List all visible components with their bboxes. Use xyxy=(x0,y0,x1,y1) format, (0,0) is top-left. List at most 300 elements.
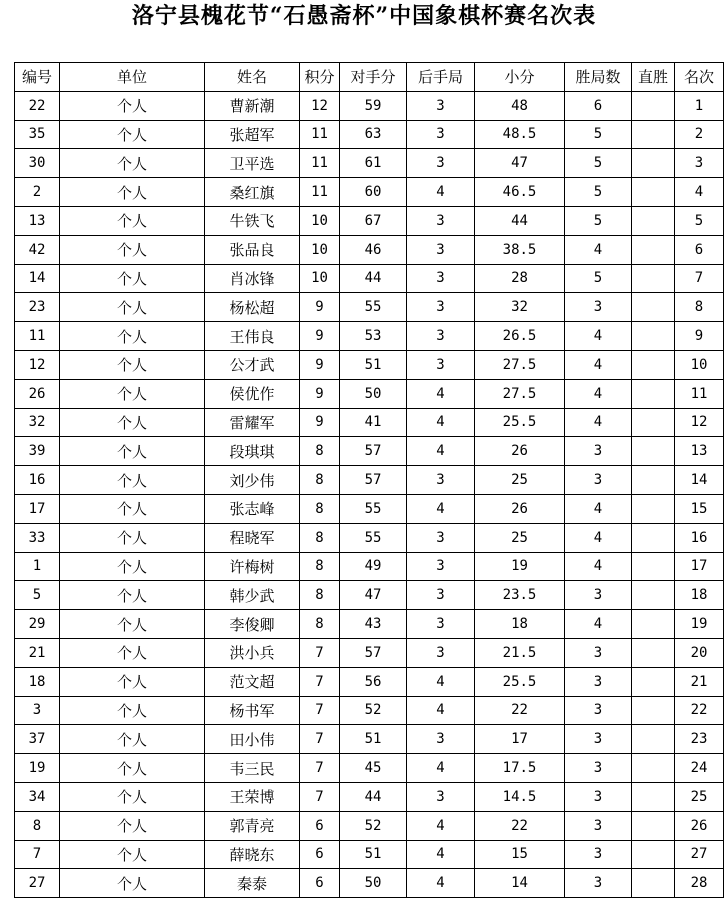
cell-direct-win xyxy=(632,466,675,495)
table-row xyxy=(15,408,724,437)
cell-direct-win xyxy=(632,322,675,351)
cell-rank: 21 xyxy=(675,667,724,696)
cell-id: 27 xyxy=(15,869,60,898)
cell-points: 7 xyxy=(300,754,340,783)
cell-points: 10 xyxy=(300,206,340,235)
cell-id: 2 xyxy=(15,178,60,207)
cell-rank: 6 xyxy=(675,235,724,264)
cell-opponent-score: 44 xyxy=(340,782,407,811)
cell-black-games: 3 xyxy=(407,206,475,235)
cell-opponent-score: 51 xyxy=(340,840,407,869)
table-row xyxy=(15,523,724,552)
cell-unit: 个人 xyxy=(60,696,205,725)
table-row xyxy=(15,581,724,610)
cell-name: 韩少武 xyxy=(205,581,300,610)
cell-black-games: 3 xyxy=(407,235,475,264)
table-row xyxy=(15,149,724,178)
table-row xyxy=(15,120,724,149)
cell-name: 韦三民 xyxy=(205,754,300,783)
cell-points: 9 xyxy=(300,350,340,379)
cell-name: 王伟良 xyxy=(205,322,300,351)
table-row xyxy=(15,696,724,725)
cell-opponent-score: 55 xyxy=(340,494,407,523)
cell-rank: 28 xyxy=(675,869,724,898)
cell-opponent-score: 56 xyxy=(340,667,407,696)
column-header-opponent-score: 对手分 xyxy=(340,63,407,92)
cell-points: 11 xyxy=(300,149,340,178)
table-row xyxy=(15,494,724,523)
cell-black-games: 3 xyxy=(407,91,475,120)
cell-wins: 4 xyxy=(565,523,632,552)
cell-id: 29 xyxy=(15,610,60,639)
table-row xyxy=(15,667,724,696)
cell-id: 32 xyxy=(15,408,60,437)
page-title: 洛宁县槐花节“石愚斋杯”中国象棋杯赛名次表 xyxy=(131,3,597,29)
cell-id: 16 xyxy=(15,466,60,495)
cell-opponent-score: 52 xyxy=(340,696,407,725)
table-row xyxy=(15,754,724,783)
cell-black-games: 3 xyxy=(407,120,475,149)
cell-tiebreak: 25 xyxy=(475,466,565,495)
cell-unit: 个人 xyxy=(60,350,205,379)
cell-opponent-score: 57 xyxy=(340,437,407,466)
cell-tiebreak: 22 xyxy=(475,811,565,840)
cell-id: 26 xyxy=(15,379,60,408)
cell-direct-win xyxy=(632,350,675,379)
column-header-id: 编号 xyxy=(15,63,60,92)
table-header xyxy=(15,63,724,92)
cell-rank: 23 xyxy=(675,725,724,754)
cell-opponent-score: 53 xyxy=(340,322,407,351)
cell-id: 42 xyxy=(15,235,60,264)
table-row xyxy=(15,206,724,235)
column-header-tiebreak: 小分 xyxy=(475,63,565,92)
cell-tiebreak: 14.5 xyxy=(475,782,565,811)
cell-unit: 个人 xyxy=(60,581,205,610)
cell-unit: 个人 xyxy=(60,408,205,437)
cell-opponent-score: 47 xyxy=(340,581,407,610)
cell-direct-win xyxy=(632,552,675,581)
cell-name: 段琪琪 xyxy=(205,437,300,466)
cell-wins: 5 xyxy=(565,264,632,293)
cell-direct-win xyxy=(632,725,675,754)
cell-unit: 个人 xyxy=(60,91,205,120)
cell-black-games: 4 xyxy=(407,811,475,840)
cell-rank: 2 xyxy=(675,120,724,149)
cell-id: 23 xyxy=(15,293,60,322)
cell-direct-win xyxy=(632,91,675,120)
cell-opponent-score: 41 xyxy=(340,408,407,437)
cell-unit: 个人 xyxy=(60,293,205,322)
cell-tiebreak: 27.5 xyxy=(475,350,565,379)
cell-points: 6 xyxy=(300,840,340,869)
cell-unit: 个人 xyxy=(60,178,205,207)
table-row xyxy=(15,350,724,379)
cell-rank: 10 xyxy=(675,350,724,379)
table-row xyxy=(15,869,724,898)
cell-rank: 9 xyxy=(675,322,724,351)
cell-wins: 3 xyxy=(565,782,632,811)
cell-rank: 14 xyxy=(675,466,724,495)
cell-direct-win xyxy=(632,149,675,178)
column-header-direct-win: 直胜 xyxy=(632,63,675,92)
cell-tiebreak: 25.5 xyxy=(475,408,565,437)
cell-id: 19 xyxy=(15,754,60,783)
cell-tiebreak: 48 xyxy=(475,91,565,120)
column-header-wins: 胜局数 xyxy=(565,63,632,92)
table-row xyxy=(15,235,724,264)
cell-wins: 3 xyxy=(565,811,632,840)
cell-direct-win xyxy=(632,523,675,552)
cell-points: 10 xyxy=(300,235,340,264)
cell-opponent-score: 57 xyxy=(340,466,407,495)
cell-rank: 8 xyxy=(675,293,724,322)
cell-black-games: 4 xyxy=(407,494,475,523)
cell-wins: 6 xyxy=(565,91,632,120)
cell-rank: 27 xyxy=(675,840,724,869)
cell-black-games: 3 xyxy=(407,523,475,552)
cell-wins: 5 xyxy=(565,178,632,207)
cell-wins: 5 xyxy=(565,120,632,149)
cell-wins: 3 xyxy=(565,638,632,667)
cell-points: 7 xyxy=(300,725,340,754)
cell-name: 许梅树 xyxy=(205,552,300,581)
cell-points: 8 xyxy=(300,494,340,523)
cell-rank: 25 xyxy=(675,782,724,811)
cell-points: 8 xyxy=(300,466,340,495)
cell-name: 王荣博 xyxy=(205,782,300,811)
cell-wins: 4 xyxy=(565,552,632,581)
cell-wins: 3 xyxy=(565,667,632,696)
cell-opponent-score: 51 xyxy=(340,725,407,754)
cell-opponent-score: 63 xyxy=(340,120,407,149)
cell-name: 刘少伟 xyxy=(205,466,300,495)
cell-wins: 4 xyxy=(565,350,632,379)
cell-opponent-score: 46 xyxy=(340,235,407,264)
cell-name: 雷耀军 xyxy=(205,408,300,437)
cell-points: 9 xyxy=(300,408,340,437)
cell-id: 39 xyxy=(15,437,60,466)
cell-id: 22 xyxy=(15,91,60,120)
cell-black-games: 3 xyxy=(407,581,475,610)
cell-rank: 11 xyxy=(675,379,724,408)
cell-black-games: 3 xyxy=(407,293,475,322)
cell-opponent-score: 50 xyxy=(340,379,407,408)
column-header-unit: 单位 xyxy=(60,63,205,92)
cell-name: 肖冰锋 xyxy=(205,264,300,293)
cell-wins: 3 xyxy=(565,840,632,869)
cell-wins: 4 xyxy=(565,322,632,351)
cell-id: 17 xyxy=(15,494,60,523)
cell-name: 牛铁飞 xyxy=(205,206,300,235)
cell-direct-win xyxy=(632,840,675,869)
cell-unit: 个人 xyxy=(60,667,205,696)
cell-tiebreak: 25 xyxy=(475,523,565,552)
cell-name: 公才武 xyxy=(205,350,300,379)
cell-opponent-score: 67 xyxy=(340,206,407,235)
cell-opponent-score: 59 xyxy=(340,91,407,120)
cell-points: 9 xyxy=(300,379,340,408)
cell-name: 杨书军 xyxy=(205,696,300,725)
column-header-name: 姓名 xyxy=(205,63,300,92)
cell-rank: 15 xyxy=(675,494,724,523)
cell-points: 8 xyxy=(300,523,340,552)
cell-black-games: 3 xyxy=(407,264,475,293)
cell-tiebreak: 25.5 xyxy=(475,667,565,696)
cell-unit: 个人 xyxy=(60,638,205,667)
standings-table xyxy=(14,62,724,898)
cell-tiebreak: 28 xyxy=(475,264,565,293)
cell-opponent-score: 55 xyxy=(340,523,407,552)
cell-tiebreak: 23.5 xyxy=(475,581,565,610)
cell-name: 桑红旗 xyxy=(205,178,300,207)
table-row xyxy=(15,610,724,639)
cell-id: 12 xyxy=(15,350,60,379)
cell-black-games: 3 xyxy=(407,725,475,754)
cell-name: 卫平选 xyxy=(205,149,300,178)
cell-tiebreak: 19 xyxy=(475,552,565,581)
cell-unit: 个人 xyxy=(60,466,205,495)
cell-name: 张品良 xyxy=(205,235,300,264)
cell-unit: 个人 xyxy=(60,322,205,351)
cell-tiebreak: 26.5 xyxy=(475,322,565,351)
cell-tiebreak: 44 xyxy=(475,206,565,235)
cell-wins: 3 xyxy=(565,293,632,322)
table-row xyxy=(15,725,724,754)
cell-wins: 5 xyxy=(565,149,632,178)
cell-tiebreak: 17 xyxy=(475,725,565,754)
cell-rank: 5 xyxy=(675,206,724,235)
cell-black-games: 4 xyxy=(407,178,475,207)
cell-name: 范文超 xyxy=(205,667,300,696)
cell-opponent-score: 45 xyxy=(340,754,407,783)
cell-opponent-score: 51 xyxy=(340,350,407,379)
cell-opponent-score: 57 xyxy=(340,638,407,667)
table-row xyxy=(15,322,724,351)
cell-wins: 4 xyxy=(565,610,632,639)
table-row xyxy=(15,811,724,840)
cell-points: 6 xyxy=(300,811,340,840)
cell-points: 9 xyxy=(300,293,340,322)
cell-name: 薛晓东 xyxy=(205,840,300,869)
cell-rank: 16 xyxy=(675,523,724,552)
cell-direct-win xyxy=(632,408,675,437)
cell-opponent-score: 50 xyxy=(340,869,407,898)
cell-tiebreak: 26 xyxy=(475,437,565,466)
cell-points: 6 xyxy=(300,869,340,898)
cell-black-games: 4 xyxy=(407,408,475,437)
cell-wins: 5 xyxy=(565,206,632,235)
cell-opponent-score: 55 xyxy=(340,293,407,322)
cell-rank: 17 xyxy=(675,552,724,581)
cell-name: 田小伟 xyxy=(205,725,300,754)
cell-wins: 4 xyxy=(565,494,632,523)
cell-rank: 26 xyxy=(675,811,724,840)
cell-id: 30 xyxy=(15,149,60,178)
cell-name: 郭青亮 xyxy=(205,811,300,840)
cell-tiebreak: 38.5 xyxy=(475,235,565,264)
cell-wins: 4 xyxy=(565,408,632,437)
cell-black-games: 3 xyxy=(407,149,475,178)
cell-wins: 3 xyxy=(565,725,632,754)
table-body xyxy=(15,91,724,897)
cell-direct-win xyxy=(632,178,675,207)
cell-unit: 个人 xyxy=(60,754,205,783)
cell-points: 12 xyxy=(300,91,340,120)
cell-id: 7 xyxy=(15,840,60,869)
cell-direct-win xyxy=(632,667,675,696)
cell-direct-win xyxy=(632,869,675,898)
cell-tiebreak: 18 xyxy=(475,610,565,639)
cell-id: 13 xyxy=(15,206,60,235)
cell-points: 7 xyxy=(300,667,340,696)
cell-tiebreak: 15 xyxy=(475,840,565,869)
cell-rank: 7 xyxy=(675,264,724,293)
cell-name: 曹新潮 xyxy=(205,91,300,120)
cell-unit: 个人 xyxy=(60,437,205,466)
cell-rank: 12 xyxy=(675,408,724,437)
cell-id: 33 xyxy=(15,523,60,552)
cell-black-games: 3 xyxy=(407,610,475,639)
cell-opponent-score: 44 xyxy=(340,264,407,293)
cell-id: 37 xyxy=(15,725,60,754)
cell-rank: 18 xyxy=(675,581,724,610)
table-row xyxy=(15,840,724,869)
cell-black-games: 3 xyxy=(407,552,475,581)
cell-tiebreak: 14 xyxy=(475,869,565,898)
cell-unit: 个人 xyxy=(60,235,205,264)
cell-tiebreak: 26 xyxy=(475,494,565,523)
cell-unit: 个人 xyxy=(60,869,205,898)
table-row xyxy=(15,293,724,322)
cell-tiebreak: 17.5 xyxy=(475,754,565,783)
cell-tiebreak: 27.5 xyxy=(475,379,565,408)
cell-direct-win xyxy=(632,494,675,523)
cell-points: 10 xyxy=(300,264,340,293)
cell-black-games: 4 xyxy=(407,696,475,725)
cell-id: 3 xyxy=(15,696,60,725)
cell-id: 8 xyxy=(15,811,60,840)
cell-name: 张志峰 xyxy=(205,494,300,523)
cell-unit: 个人 xyxy=(60,264,205,293)
cell-points: 8 xyxy=(300,437,340,466)
cell-points: 11 xyxy=(300,178,340,207)
cell-wins: 3 xyxy=(565,437,632,466)
cell-name: 侯优作 xyxy=(205,379,300,408)
header-row xyxy=(15,63,724,92)
column-header-black-games: 后手局 xyxy=(407,63,475,92)
cell-black-games: 3 xyxy=(407,322,475,351)
cell-black-games: 4 xyxy=(407,869,475,898)
cell-tiebreak: 21.5 xyxy=(475,638,565,667)
cell-points: 7 xyxy=(300,638,340,667)
cell-black-games: 4 xyxy=(407,840,475,869)
cell-unit: 个人 xyxy=(60,782,205,811)
cell-unit: 个人 xyxy=(60,494,205,523)
cell-black-games: 4 xyxy=(407,667,475,696)
cell-unit: 个人 xyxy=(60,149,205,178)
cell-direct-win xyxy=(632,206,675,235)
cell-rank: 1 xyxy=(675,91,724,120)
cell-direct-win xyxy=(632,811,675,840)
cell-direct-win xyxy=(632,264,675,293)
cell-wins: 4 xyxy=(565,379,632,408)
cell-points: 9 xyxy=(300,322,340,351)
cell-direct-win xyxy=(632,379,675,408)
cell-name: 杨松超 xyxy=(205,293,300,322)
cell-opponent-score: 60 xyxy=(340,178,407,207)
table-row xyxy=(15,264,724,293)
column-header-rank: 名次 xyxy=(675,63,724,92)
cell-direct-win xyxy=(632,437,675,466)
table-row xyxy=(15,178,724,207)
cell-wins: 3 xyxy=(565,754,632,783)
cell-wins: 3 xyxy=(565,869,632,898)
cell-tiebreak: 22 xyxy=(475,696,565,725)
cell-id: 1 xyxy=(15,552,60,581)
cell-id: 21 xyxy=(15,638,60,667)
cell-unit: 个人 xyxy=(60,523,205,552)
cell-direct-win xyxy=(632,696,675,725)
cell-direct-win xyxy=(632,293,675,322)
table-row xyxy=(15,379,724,408)
cell-direct-win xyxy=(632,581,675,610)
cell-tiebreak: 48.5 xyxy=(475,120,565,149)
cell-wins: 4 xyxy=(565,235,632,264)
cell-wins: 3 xyxy=(565,466,632,495)
cell-id: 14 xyxy=(15,264,60,293)
cell-points: 8 xyxy=(300,552,340,581)
cell-name: 程晓军 xyxy=(205,523,300,552)
table-row xyxy=(15,782,724,811)
cell-opponent-score: 43 xyxy=(340,610,407,639)
cell-unit: 个人 xyxy=(60,840,205,869)
cell-unit: 个人 xyxy=(60,379,205,408)
cell-direct-win xyxy=(632,754,675,783)
cell-id: 11 xyxy=(15,322,60,351)
cell-id: 35 xyxy=(15,120,60,149)
cell-black-games: 4 xyxy=(407,379,475,408)
cell-wins: 3 xyxy=(565,581,632,610)
cell-direct-win xyxy=(632,610,675,639)
cell-rank: 13 xyxy=(675,437,724,466)
cell-points: 8 xyxy=(300,581,340,610)
cell-points: 11 xyxy=(300,120,340,149)
table-row xyxy=(15,638,724,667)
cell-id: 18 xyxy=(15,667,60,696)
cell-direct-win xyxy=(632,120,675,149)
cell-points: 7 xyxy=(300,782,340,811)
cell-opponent-score: 52 xyxy=(340,811,407,840)
table-row xyxy=(15,91,724,120)
cell-black-games: 3 xyxy=(407,638,475,667)
cell-direct-win xyxy=(632,638,675,667)
table-row xyxy=(15,466,724,495)
cell-rank: 22 xyxy=(675,696,724,725)
cell-black-games: 3 xyxy=(407,350,475,379)
cell-unit: 个人 xyxy=(60,610,205,639)
cell-direct-win xyxy=(632,782,675,811)
cell-name: 李俊卿 xyxy=(205,610,300,639)
cell-tiebreak: 46.5 xyxy=(475,178,565,207)
cell-direct-win xyxy=(632,235,675,264)
cell-tiebreak: 32 xyxy=(475,293,565,322)
cell-unit: 个人 xyxy=(60,206,205,235)
cell-rank: 4 xyxy=(675,178,724,207)
cell-name: 洪小兵 xyxy=(205,638,300,667)
table-row xyxy=(15,437,724,466)
cell-id: 5 xyxy=(15,581,60,610)
